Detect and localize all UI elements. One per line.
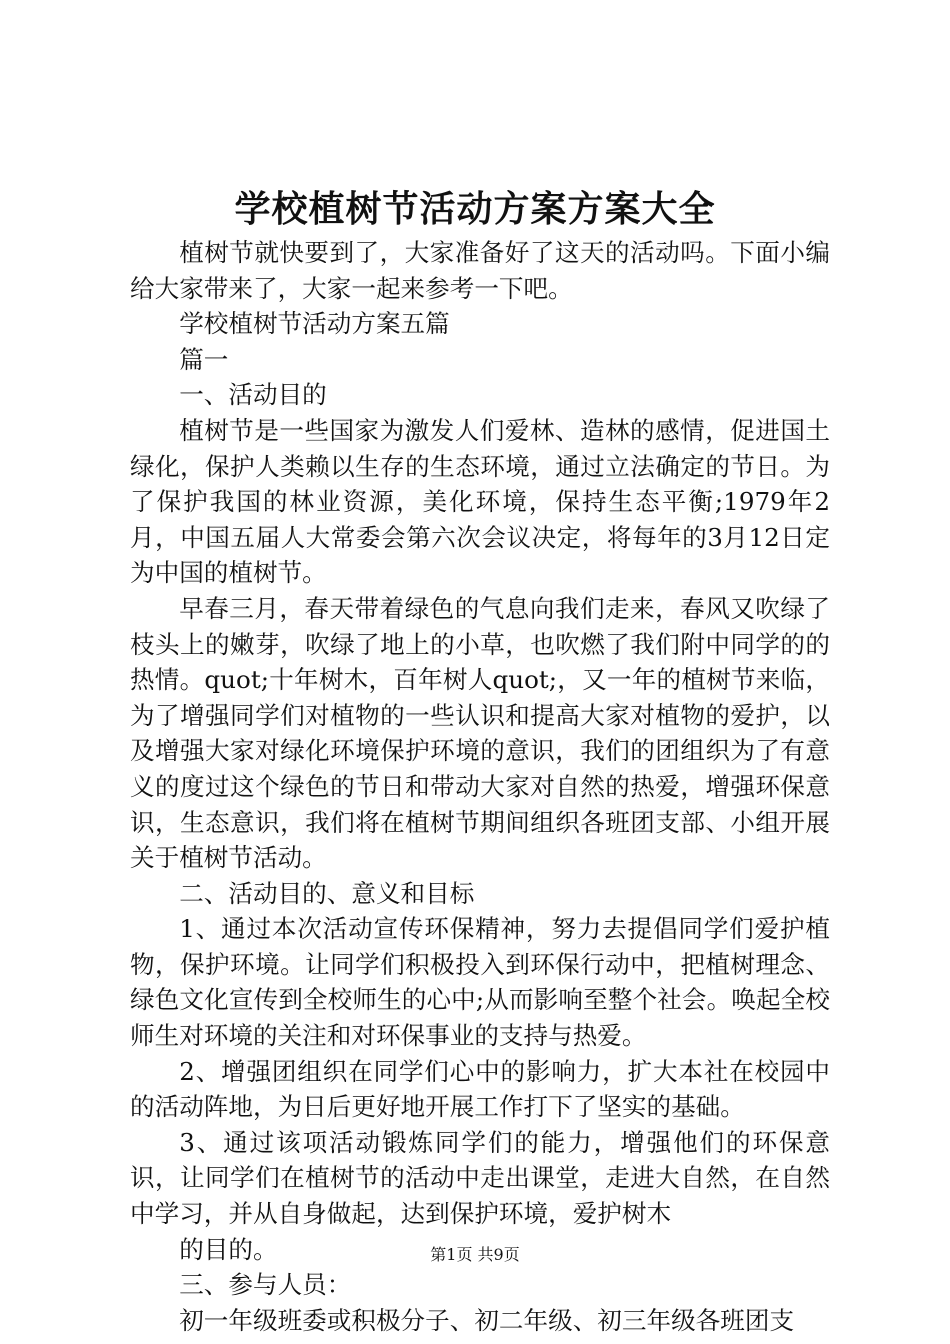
paragraph-section-label: 篇一 [179,344,229,374]
heading-activity-purpose: 一、活动目的 [179,380,327,410]
paragraph-goal-3: 3、通过该项活动锻炼同学们的能力，增强他们的环保意识，让同学们在植树节的活动中走出课堂，走进大自然，在自然中学习，并从自身做起，达到保护环境，爱护树木 [130,1127,830,1229]
paragraph-goal-3-end: 的目的。 [179,1234,278,1264]
paragraph-subtitle: 学校植树节活动方案五篇 [179,309,450,339]
paragraph-arbor-day-background: 植树节是一些国家为激发人们爱林、造林的感情，促进国土绿化，保护人类赖以生存的生态环境，通过立法确定的节日。为了保护我国的林业资源，美化环境，保持生态平衡;1979年2月，中国五届人大常委会第六次会议决定，将每年的3月12日定为中国的植树节。 [130,415,830,588]
heading-participants: 三、参与人员： [179,1270,352,1300]
paragraph-participants: 初一年级班委或积极分子、初二年级、初三年级各班团支 [179,1305,795,1335]
document-title: 学校植树节活动方案方案大全 [234,189,716,230]
document-body [130,235,830,1338]
heading-purpose-significance-goals: 二、活动目的、意义和目标 [179,878,475,908]
paragraph-goal-2: 2、增强团组织在同学们心中的影响力，扩大本社在校园中的活动阵地，为日后更好地开展工作打下了坚实的基础。 [130,1056,830,1122]
page-footer: 第1页 共9页 [430,1245,520,1264]
paragraph-goal-1: 1、通过本次活动宣传环保精神，努力去提倡同学们爱护植物，保护环境。让同学们积极投入到环保行动中，把植树理念、绿色文化宣传到全校师生的心中;从而影响至整个社会。唤起全校师生对环境的关注和对环保事业的支持与热爱。 [130,914,830,1051]
paragraph-spring-description: 早春三月，春天带着绿色的气息向我们走来，春风又吹绿了枝头上的嫩芽，吹绿了地上的小草，也吹燃了我们附中同学的的热情。quot;十年树木，百年树人quot;，又一年的植树节来临，为了增强同学们对植物的一些认识和提高大家对植物的爱护，以及增强大家对绿化环境保护环境的意识，我们的团组织为了有意义的度过这个绿色的节日和带动大家对自然的热爱，增强环保意识，生态意识，我们将在植树节期间组织各班团支部、小组开展关于植树节活动。 [130,593,830,873]
paragraph-intro: 植树节就快要到了，大家准备好了这天的活动吗。下面小编给大家带来了，大家一起来参考一下吧。 [130,238,830,303]
